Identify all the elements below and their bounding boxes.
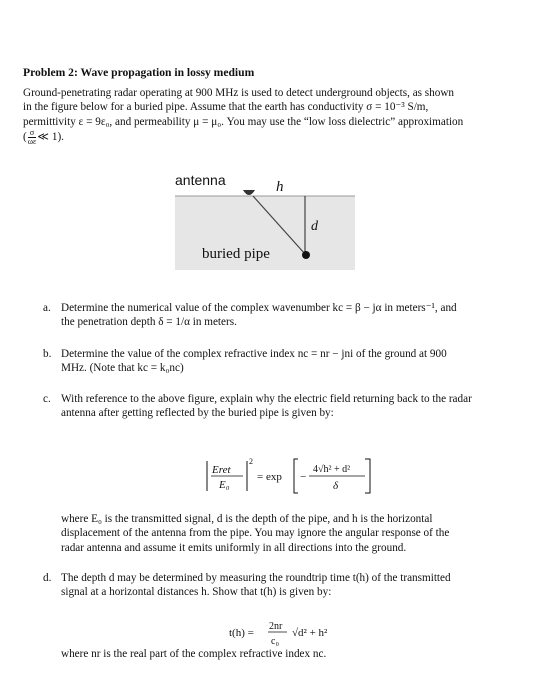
question-line: where nr is the real part of the complex refractive index nc. [61, 648, 327, 660]
h-label: h [276, 179, 284, 195]
question-label: a. [43, 302, 51, 314]
time-equation [229, 617, 359, 649]
sigma-over-omega-eps: $\frac{\sigma}{\omega\varepsilon}$ [27, 128, 37, 147]
pipe-label: buried pipe [202, 246, 270, 262]
eq1-rhs-den: δ [333, 480, 339, 492]
question-line: signal at a horizontal distances h. Show that t(h) is given by: [61, 586, 332, 599]
question-line: where E₀ is the transmitted signal, d is the depth of the pipe, and h is the horizontal [61, 513, 433, 525]
question-label: b. [43, 348, 52, 360]
question-line: radar antenna and assume it emits uniformly in all directions into the ground. [61, 541, 407, 554]
problem-intro [23, 86, 519, 146]
question-line: Determine the numerical value of the complex wavenumber kc = β − jα in meters⁻¹, and [61, 302, 457, 314]
problem-title: Problem 2: Wave propagation in lossy medium [23, 66, 255, 79]
question-line: Determine the value of the complex refractive index nc = nr − jni of the ground at 900 [61, 348, 447, 360]
pipe-icon [302, 251, 310, 259]
question-line: antenna after getting reflected by the buried pipe is given by: [61, 407, 334, 420]
field-equation [205, 455, 405, 495]
eq2-root: √d² + h² [292, 627, 328, 639]
question-label: c. [43, 393, 51, 405]
question-line: the penetration depth δ = 1/α in meters. [61, 316, 237, 329]
time-equation-svg [229, 617, 359, 649]
eq2-den: c₀ [271, 636, 279, 647]
field-equation-svg [205, 455, 405, 495]
eq1-minus: − [300, 471, 307, 483]
eq1-lhs-num: Eret [212, 464, 231, 476]
question-line: displacement of the antenna from the pipe. You may ignore the angular response of the [61, 527, 450, 540]
antenna-label: antenna [175, 172, 226, 188]
eq2-num: 2nr [269, 621, 283, 632]
eq1-lhs-den: E₀ [219, 479, 230, 491]
intro-line-last: ( $\frac{\sigma}{\omega\varepsilon}$ ≪ 1). [23, 128, 64, 147]
eq1-rhs-num: 4√h² + d² [313, 464, 351, 475]
eq1-exp: = exp [257, 471, 282, 483]
buried-pipe-figure [175, 170, 355, 270]
question-line: The depth d may be determined by measuring the roundtrip time t(h) of the transmitted [61, 572, 451, 584]
question-line: With reference to the above figure, explain why the electric field returning back to the radar [61, 393, 472, 405]
intro-line: permittivity ε = 9ε₀, and permeability μ = μ₀. You may use the “low loss dielectric” approximation [23, 115, 464, 128]
question-label: d. [43, 572, 52, 584]
antenna-icon [243, 190, 255, 195]
intro-line: in the figure below for a buried pipe. Assume that the earth has conductivity σ = 10⁻³ S/m, [23, 101, 429, 114]
intro-line: Ground-penetrating radar operating at 900 MHz is used to detect underground objects, as shown [23, 87, 455, 99]
eq2-lhs: t(h) = [229, 627, 254, 639]
question-line: MHz. (Note that kc = k₀nc) [61, 362, 184, 375]
eq1-power: 2 [249, 457, 253, 466]
d-label: d [311, 219, 318, 234]
figure-svg [175, 170, 355, 270]
